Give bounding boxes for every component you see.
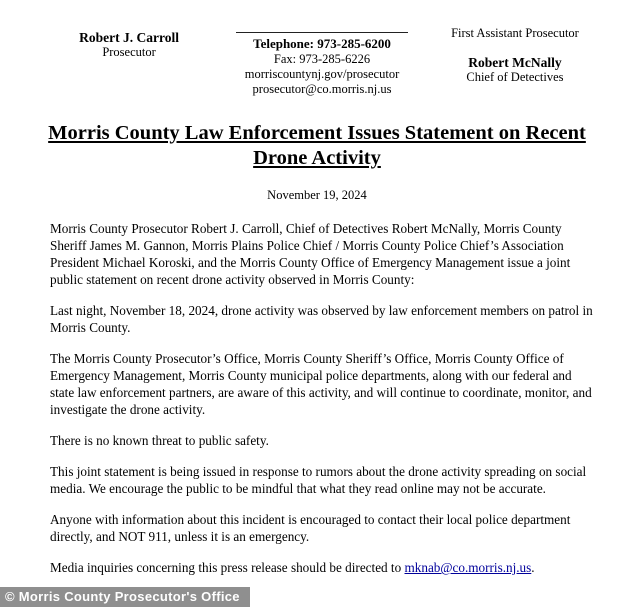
- paragraph-observation: Last night, November 18, 2024, drone activity was observed by law enforcement members on patrol in Morris County.: [50, 303, 593, 335]
- letterhead-right-block: [426, 26, 604, 97]
- paragraph-no-threat: There is no known threat to public safety.: [50, 433, 269, 448]
- paragraph-joint-statement-intro: Morris County Prosecutor Robert J. Carroll, Chief of Detectives Robert McNally, Morris County Sheriff James M. Gannon, Morris Plains Police Chief / Morris County Police Chief’s Association President Michael Koroski, and the Morris County Office of Emergency Management issue a joint public statement on recent drone activity observed in Morris County:: [50, 221, 571, 287]
- media-inquiries-suffix: .: [531, 560, 535, 575]
- prosecutor-title: Prosecutor: [102, 45, 156, 59]
- letterhead: [0, 0, 634, 97]
- paragraph-media-inquiries: [50, 559, 597, 576]
- media-inquiries-prefix: Media inquiries concerning this press release should be directed to: [50, 560, 405, 575]
- website-line: morriscountynj.gov/prosecutor: [244, 67, 400, 81]
- release-date: November 19, 2024: [267, 188, 367, 202]
- prosecutor-name: Robert J. Carroll: [79, 30, 179, 45]
- telephone-line: Telephone: 973-285-6200: [253, 36, 391, 51]
- press-release-body: [0, 203, 634, 576]
- first-assistant-title: First Assistant Prosecutor: [451, 26, 579, 40]
- letterhead-left-block: [40, 26, 218, 97]
- contact-divider-line: [236, 32, 408, 33]
- paragraph-rumors: This joint statement is being issued in response to rumors about the drone activity spreading on social media. We encourage the public to be mindful that what they read online may not be accurate.: [50, 464, 587, 496]
- page-title: Morris County Law Enforcement Issues Statement on Recent Drone Activity: [48, 122, 586, 169]
- paragraph-contact-police: Anyone with information about this incident is encouraged to contact their local police department directly, and NOT 911, unless it is an emergency.: [50, 512, 571, 544]
- media-email-link[interactable]: mknab@co.morris.nj.us: [404, 560, 532, 575]
- chief-of-detectives-name: Robert McNally: [468, 55, 562, 70]
- letterhead-contact-block: [218, 26, 426, 97]
- chief-of-detectives-title: Chief of Detectives: [466, 70, 564, 84]
- fax-line: Fax: 973-285-6226: [273, 52, 371, 66]
- copyright-watermark: © Morris County Prosecutor's Office: [0, 587, 250, 607]
- office-email-line: prosecutor@co.morris.nj.us: [252, 82, 392, 96]
- paragraph-agencies-aware: The Morris County Prosecutor’s Office, Morris County Sheriff’s Office, Morris County Office of Emergency Management, Morris County municipal police departments, along with our federal and state law enforcement partners, are aware of this activity, and will continue to coordinate, monitor, and investigate the drone activity.: [50, 351, 592, 417]
